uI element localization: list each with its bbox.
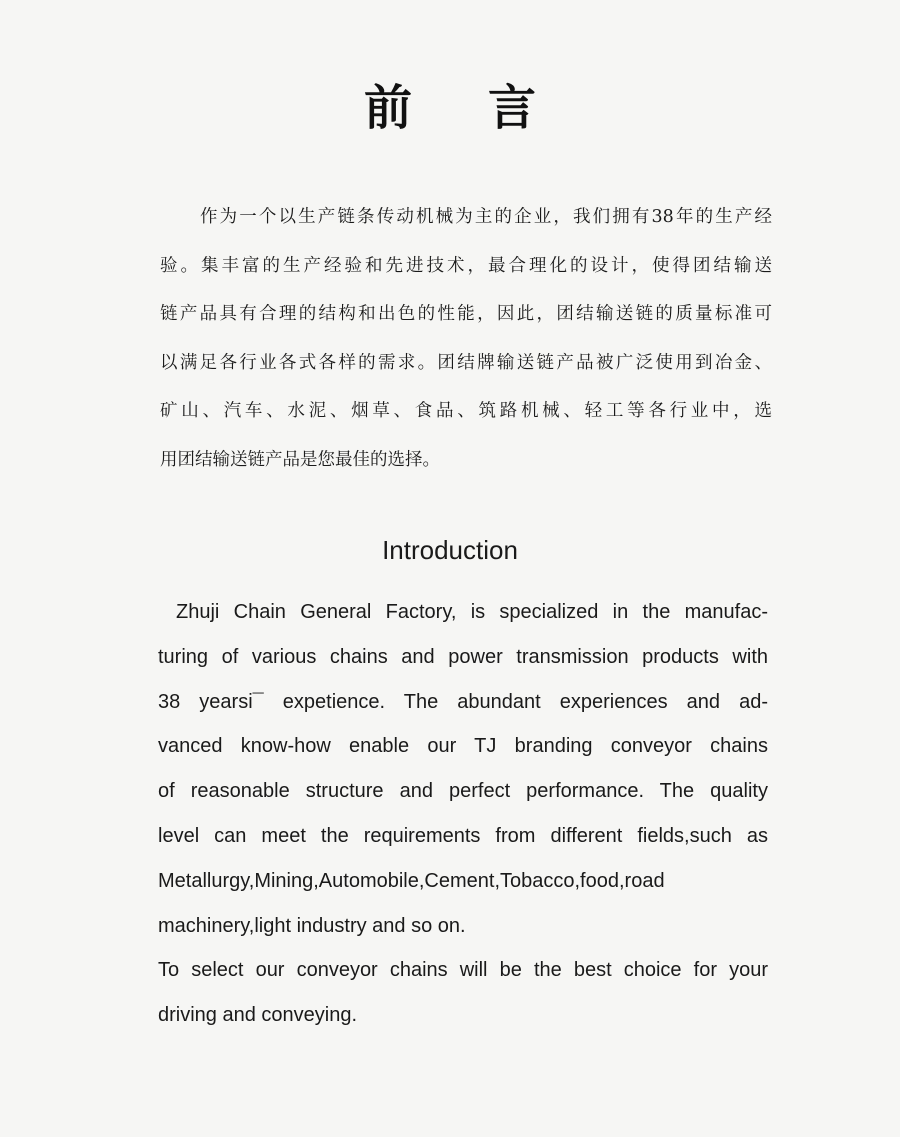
english-line: turing of various chains and power transmission products with bbox=[158, 645, 768, 668]
english-line: To select our conveyor chains will be the best choice for your bbox=[158, 959, 768, 982]
chinese-paragraph bbox=[160, 193, 772, 484]
chinese-line: 作为一个以生产链条传动机械为主的企业，我们拥有38年的生产经 bbox=[200, 207, 772, 227]
english-line: level can meet the requirements from different fields,such as bbox=[158, 824, 768, 847]
chinese-line: 以满足各行业各式各样的需求。团结牌输送链产品被广泛使用到冶金、 bbox=[160, 352, 772, 373]
chinese-title: 前言 bbox=[363, 80, 612, 136]
english-line: vanced know-how enable our TJ branding conveyor chains bbox=[158, 735, 768, 758]
english-line: Metallurgy,Mining,Automobile,Cement,Tobacco,food,road bbox=[158, 869, 665, 892]
chinese-line: 用团结输送链产品是您最佳的选择。 bbox=[160, 449, 440, 470]
english-line: machinery,light industry and so on. bbox=[158, 914, 466, 937]
english-line: of reasonable structure and perfect performance. The quality bbox=[158, 780, 768, 803]
english-line: Zhuji Chain General Factory, is specialized in the manufac- bbox=[176, 601, 768, 623]
english-line: driving and conveying. bbox=[158, 1004, 358, 1027]
chinese-line: 验。集丰富的生产经验和先进技术，最合理化的设计，使得团结输送 bbox=[160, 255, 772, 276]
chinese-line: 矿山、汽车、水泥、烟草、食品、筑路机械、轻工等各行业中，选 bbox=[160, 401, 772, 421]
english-paragraph bbox=[158, 590, 768, 1038]
english-title: Introduction bbox=[382, 535, 518, 565]
chinese-line: 链产品具有合理的结构和出色的性能，因此，团结输送链的质量标准可 bbox=[160, 304, 772, 324]
english-line: 38 yearsi¯ expetience. The abundant experiences and ad- bbox=[158, 690, 768, 713]
